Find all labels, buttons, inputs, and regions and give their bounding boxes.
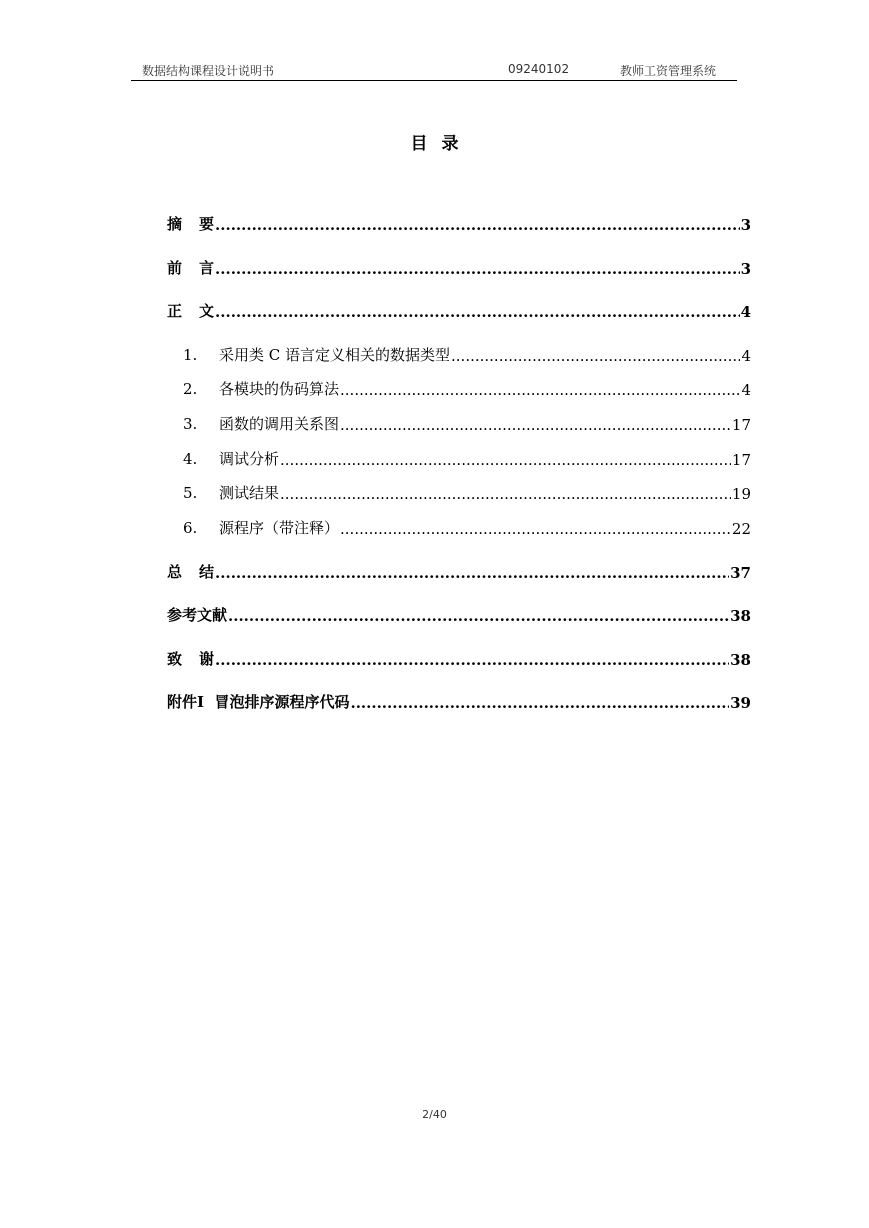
toc-entry-preface[interactable] <box>167 256 751 278</box>
toc-leader-dots <box>340 520 731 538</box>
toc-page-number: 17 <box>731 416 751 434</box>
toc-label: 2. 各模块的伪码算法 <box>183 380 340 398</box>
toc-label: 3. 函数的调用关系图 <box>183 415 340 433</box>
toc-label: 正文 <box>167 302 215 320</box>
toc-page-number: 4 <box>740 303 751 321</box>
toc-leader-dots <box>280 451 731 469</box>
toc-entry-thanks[interactable] <box>167 647 751 669</box>
toc-leader-dots <box>340 416 731 434</box>
toc-page-number: 3 <box>740 260 751 278</box>
toc-leader-dots <box>280 485 731 503</box>
toc-leader-dots <box>340 381 740 399</box>
toc-label: 致谢 <box>167 650 215 668</box>
header-class-id: 09240102 <box>508 62 570 76</box>
toc-subentry-1[interactable] <box>183 343 751 365</box>
toc-page-number: 17 <box>731 451 751 469</box>
toc-subentry-4[interactable] <box>183 447 751 469</box>
toc-page-number: 3 <box>740 216 751 234</box>
toc-entry-body[interactable] <box>167 299 751 321</box>
toc-label: 摘要 <box>167 215 215 233</box>
toc-page-number: 4 <box>741 381 751 399</box>
toc-page-number: 19 <box>731 485 751 503</box>
page-header <box>131 58 737 81</box>
toc-entry-references[interactable] <box>167 603 751 625</box>
toc-leader-dots <box>451 347 740 365</box>
toc-page-number: 37 <box>730 564 751 582</box>
toc-leader-dots <box>228 607 729 625</box>
toc-leader-dots <box>350 694 729 712</box>
toc-entry-summary[interactable] <box>167 560 751 582</box>
toc-label: 5. 测试结果 <box>183 484 280 502</box>
toc-label: 参考文献 <box>167 606 228 624</box>
toc-label: 1. 采用类 C 语言定义相关的数据类型 <box>183 346 451 364</box>
toc-entry-abstract[interactable] <box>167 212 751 234</box>
toc-page-number: 4 <box>741 347 751 365</box>
toc-leader-dots <box>215 303 740 321</box>
toc-page-number: 22 <box>731 520 751 538</box>
toc-subentry-3[interactable] <box>183 412 751 434</box>
header-project-title: 教师工资管理系统 <box>620 64 717 78</box>
toc-leader-dots <box>215 564 729 582</box>
toc-entry-appendix[interactable] <box>167 690 751 712</box>
page-number-footer: 2/40 <box>422 1108 447 1121</box>
toc-title: 目录 <box>410 134 473 154</box>
toc-label: 6. 源程序（带注释） <box>183 519 340 537</box>
toc-label: 总结 <box>167 563 215 581</box>
toc-page-number: 39 <box>730 694 751 712</box>
toc-leader-dots <box>215 216 740 234</box>
toc-subentry-6[interactable] <box>183 516 751 538</box>
toc-leader-dots <box>215 651 729 669</box>
toc-leader-dots <box>215 260 740 278</box>
toc-label: 4. 调试分析 <box>183 450 280 468</box>
toc-subentry-5[interactable] <box>183 481 751 503</box>
toc-label: 前言 <box>167 259 215 277</box>
toc-page-number: 38 <box>730 651 751 669</box>
toc-subentry-2[interactable] <box>183 377 751 399</box>
header-course-title: 数据结构课程设计说明书 <box>142 64 275 78</box>
toc-page-number: 38 <box>730 607 751 625</box>
toc-label: 附件Ⅰ 冒泡排序源程序代码 <box>167 693 350 711</box>
